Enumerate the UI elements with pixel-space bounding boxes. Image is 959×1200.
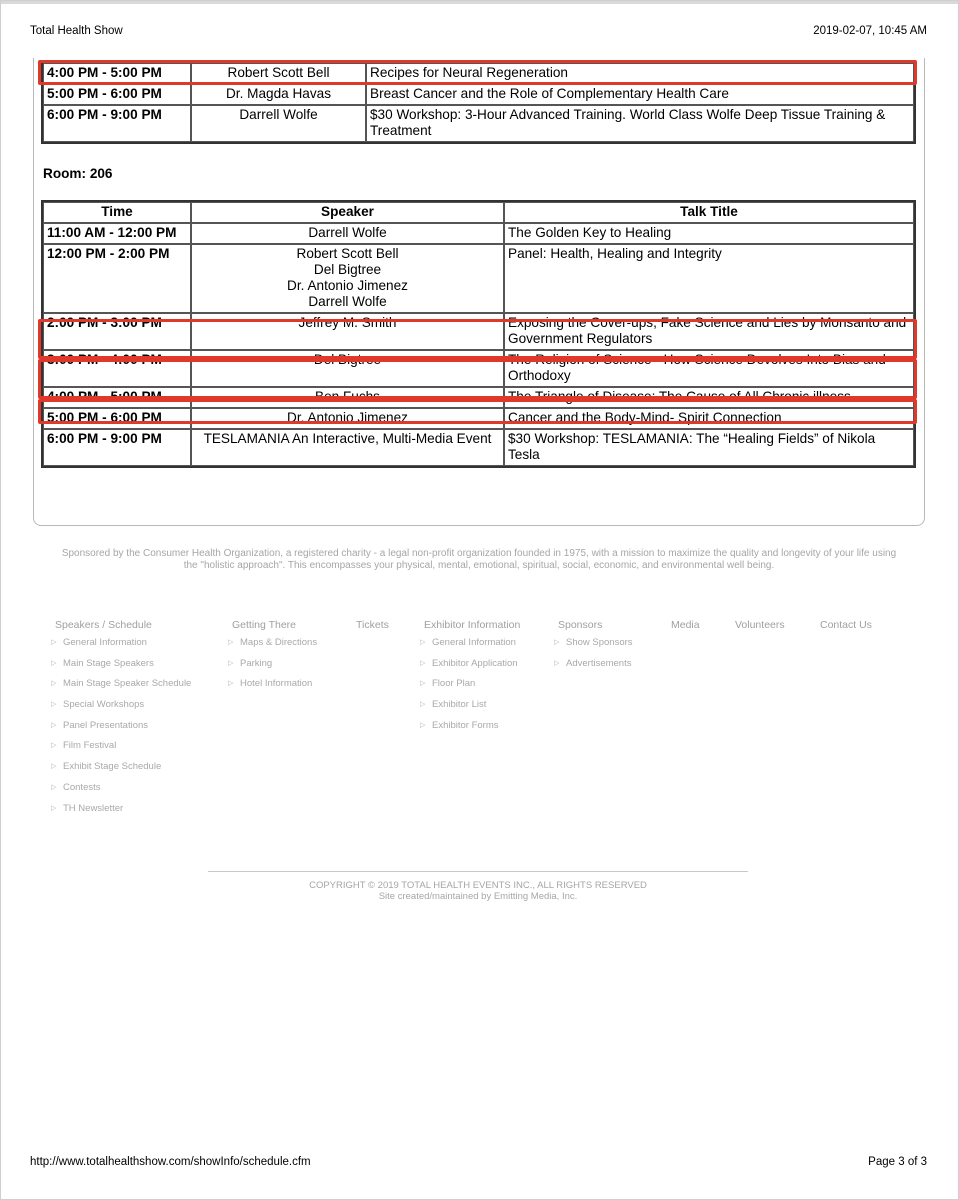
talk-title-cell: Exposing the Cover-ups, Fake Science and Lies by Monsanto and Government Regulators bbox=[504, 313, 914, 350]
footer-nav-link-label: General Information bbox=[63, 637, 147, 648]
footer-nav-heading[interactable]: Getting There bbox=[232, 619, 297, 631]
triangle-bullet-icon: ▷ bbox=[51, 659, 57, 667]
footer-nav-column bbox=[820, 619, 872, 637]
footer-nav-link[interactable] bbox=[228, 637, 317, 658]
triangle-bullet-icon: ▷ bbox=[51, 639, 57, 646]
footer-nav-column bbox=[671, 619, 700, 637]
table-row bbox=[43, 313, 914, 350]
speaker-name: TESLAMANIA An Interactive, Multi-Media Event bbox=[203, 431, 492, 446]
print-footer-page-number: Page 3 of 3 bbox=[868, 1156, 927, 1168]
time-cell: 2:00 PM - 3:00 PM bbox=[43, 313, 191, 350]
time-cell: 11:00 AM - 12:00 PM bbox=[43, 223, 191, 244]
footer-nav-link[interactable] bbox=[554, 658, 633, 679]
footer-nav-link-label: Exhibitor Forms bbox=[432, 719, 499, 731]
copyright-text: COPYRIGHT © 2019 TOTAL HEALTH EVENTS INC., ALL RIGHTS RESERVED bbox=[309, 880, 647, 891]
column-header-talk-title: Talk Title bbox=[504, 202, 914, 223]
footer-nav-link[interactable] bbox=[420, 658, 520, 679]
footer-nav-link[interactable] bbox=[51, 803, 191, 824]
footer-nav-link[interactable] bbox=[554, 637, 633, 658]
speaker-cell bbox=[191, 84, 366, 105]
footer-nav-link-label: Exhibit Stage Schedule bbox=[63, 761, 162, 773]
footer-nav-link-label: Advertisements bbox=[566, 657, 632, 669]
column-header-time: Time bbox=[43, 202, 191, 223]
speaker-name: Dr. Antonio Jimenez bbox=[287, 278, 408, 293]
table-header-row bbox=[43, 202, 914, 223]
footer-nav-column bbox=[228, 619, 318, 699]
footer-nav-heading[interactable]: Sponsors bbox=[558, 619, 603, 631]
footer-nav-link-label: Main Stage Speaker Schedule bbox=[63, 678, 192, 690]
footer-nav-link-label: General Information bbox=[432, 637, 516, 648]
footer-nav-link[interactable] bbox=[51, 678, 191, 699]
table-row bbox=[43, 429, 914, 466]
triangle-bullet-icon: ▷ bbox=[554, 659, 560, 667]
triangle-bullet-icon: ▷ bbox=[51, 701, 57, 709]
table-row bbox=[43, 84, 914, 105]
footer-nav-link-label: TH Newsletter bbox=[63, 802, 124, 814]
talk-title-cell: The Golden Key to Healing bbox=[504, 223, 914, 244]
speaker-cell bbox=[191, 429, 504, 466]
schedule-table-room-206 bbox=[41, 200, 916, 468]
footer-nav-heading[interactable]: Media bbox=[671, 619, 700, 631]
speaker-cell bbox=[191, 408, 504, 429]
table-row bbox=[43, 387, 914, 408]
speaker-name: Darrell Wolfe bbox=[239, 107, 318, 122]
talk-title-cell: $30 Workshop: 3-Hour Advanced Training. World Class Wolfe Deep Tissue Training & Treatment bbox=[366, 105, 914, 142]
speaker-name: Darrell Wolfe bbox=[308, 294, 387, 309]
speaker-cell bbox=[191, 350, 504, 387]
triangle-bullet-icon: ▷ bbox=[51, 680, 57, 688]
footer-nav-link-label: Maps & Directions bbox=[240, 637, 318, 648]
talk-title-cell: The Religion of Science - How Science Devolves Into Bias and Orthodoxy bbox=[504, 350, 914, 387]
talk-title-cell: Cancer and the Body-Mind- Spirit Connection bbox=[504, 408, 914, 429]
footer-nav-link-label: Floor Plan bbox=[432, 678, 476, 690]
triangle-bullet-icon: ▷ bbox=[228, 680, 234, 688]
triangle-bullet-icon: ▷ bbox=[51, 742, 57, 750]
time-cell: 3:00 PM - 4:00 PM bbox=[43, 350, 191, 387]
footer-nav-column bbox=[554, 619, 633, 678]
time-cell: 5:00 PM - 6:00 PM bbox=[43, 84, 191, 105]
print-footer-url[interactable]: http://www.totalhealthshow.com/showInfo/schedule.cfm bbox=[30, 1156, 311, 1168]
footer-divider bbox=[208, 871, 748, 872]
footer-nav-link[interactable] bbox=[51, 658, 191, 679]
time-cell: 4:00 PM - 5:00 PM bbox=[43, 63, 191, 84]
footer-nav-heading[interactable]: Tickets bbox=[356, 619, 389, 631]
time-cell: 6:00 PM - 9:00 PM bbox=[43, 105, 191, 142]
footer-nav-link-label: Special Workshops bbox=[63, 699, 145, 711]
footer-nav-link[interactable] bbox=[420, 699, 520, 720]
footer-nav-link-label: Panel Presentations bbox=[63, 719, 149, 731]
room-heading: Room: 206 bbox=[43, 166, 113, 181]
talk-title-cell: Recipes for Neural Regeneration bbox=[366, 63, 914, 84]
talk-title-cell: $30 Workshop: TESLAMANIA: The “Healing Fields” of Nikola Tesla bbox=[504, 429, 914, 466]
footer-nav-column bbox=[356, 619, 389, 637]
schedule-table-continued bbox=[41, 61, 916, 144]
table-row bbox=[43, 223, 914, 244]
triangle-bullet-icon: ▷ bbox=[51, 763, 57, 771]
triangle-bullet-icon: ▷ bbox=[420, 701, 426, 709]
triangle-bullet-icon: ▷ bbox=[51, 783, 57, 791]
footer-nav-link-label: Hotel Information bbox=[240, 678, 313, 690]
table-row bbox=[43, 63, 914, 84]
footer-nav-heading[interactable]: Exhibitor Information bbox=[424, 619, 521, 631]
table-row bbox=[43, 244, 914, 313]
speaker-name: Robert Scott Bell bbox=[296, 246, 399, 261]
speaker-name: Del Bigtree bbox=[313, 262, 382, 277]
footer-nav-link[interactable] bbox=[51, 740, 191, 761]
footer-nav-link-label: Exhibitor Application bbox=[432, 657, 518, 669]
triangle-bullet-icon: ▷ bbox=[51, 721, 57, 729]
footer-nav-heading[interactable]: Volunteers bbox=[735, 619, 785, 631]
copyright-block bbox=[208, 880, 748, 902]
speaker-name: Dr. Antonio Jimenez bbox=[287, 410, 408, 425]
footer-nav-link-label: Exhibitor List bbox=[432, 699, 487, 711]
speaker-name: Jeffrey M. Smith bbox=[298, 315, 397, 330]
footer-nav-link[interactable] bbox=[420, 720, 520, 741]
time-cell: 4:00 PM - 5:00 PM bbox=[43, 387, 191, 408]
footer-nav-column bbox=[420, 619, 521, 740]
column-header-speaker: Speaker bbox=[191, 202, 504, 223]
sponsor-statement: Sponsored by the Consumer Health Organization, a registered charity - a legal non-profit organization founded in 1975, with a mission to maximize the quality and longevity of your life using the "holistic approach". This encompasses your physical, mental, emotional, spiritual, social, economic, and environmental well being. bbox=[61, 548, 897, 571]
footer-nav-link[interactable] bbox=[51, 720, 191, 741]
speaker-cell bbox=[191, 244, 504, 313]
print-header-datetime: 2019-02-07, 10:45 AM bbox=[813, 25, 927, 37]
triangle-bullet-icon: ▷ bbox=[420, 680, 426, 688]
triangle-bullet-icon: ▷ bbox=[420, 721, 426, 729]
talk-title-cell: Breast Cancer and the Role of Complementary Health Care bbox=[366, 84, 914, 105]
triangle-bullet-icon: ▷ bbox=[554, 639, 560, 646]
table-row bbox=[43, 105, 914, 142]
speaker-name: Dr. Magda Havas bbox=[225, 86, 332, 101]
footer-nav-link-label: Main Stage Speakers bbox=[63, 657, 154, 669]
triangle-bullet-icon: ▷ bbox=[228, 659, 234, 667]
footer-nav-link[interactable] bbox=[228, 658, 317, 679]
footer-nav-link[interactable] bbox=[51, 699, 191, 720]
speaker-name: Robert Scott Bell bbox=[227, 65, 330, 80]
footer-nav-link[interactable] bbox=[51, 637, 191, 658]
talk-title-cell: Panel: Health, Healing and Integrity bbox=[504, 244, 914, 313]
speaker-cell bbox=[191, 387, 504, 408]
time-cell: 5:00 PM - 6:00 PM bbox=[43, 408, 191, 429]
speaker-cell bbox=[191, 313, 504, 350]
footer-nav-link-label: Parking bbox=[240, 657, 273, 669]
footer-nav-link[interactable] bbox=[420, 637, 520, 658]
triangle-bullet-icon: ▷ bbox=[420, 639, 426, 646]
table-row bbox=[43, 408, 914, 429]
footer-nav-heading[interactable]: Speakers / Schedule bbox=[55, 619, 152, 631]
print-header-site-title: Total Health Show bbox=[30, 25, 123, 37]
footer-nav-link-label: Film Festival bbox=[63, 740, 117, 752]
footer-nav-link[interactable] bbox=[420, 678, 520, 699]
time-cell: 12:00 PM - 2:00 PM bbox=[43, 244, 191, 313]
site-credit-text: Site created/maintained by Emitting Media, Inc. bbox=[378, 891, 578, 902]
speaker-cell bbox=[191, 63, 366, 84]
footer-nav-link-label: Show Sponsors bbox=[566, 637, 633, 648]
footer-nav-link[interactable] bbox=[51, 761, 191, 782]
footer-nav-column bbox=[735, 619, 785, 637]
speaker-name: Ben Fuchs bbox=[315, 389, 380, 404]
speaker-name: Darrell Wolfe bbox=[308, 225, 387, 240]
footer-nav-heading[interactable]: Contact Us bbox=[820, 619, 872, 631]
speaker-name: Del Bigtree bbox=[313, 352, 382, 367]
footer-nav-link[interactable] bbox=[228, 678, 317, 699]
footer-nav-link-label: Contests bbox=[63, 781, 101, 793]
triangle-bullet-icon: ▷ bbox=[51, 804, 57, 812]
triangle-bullet-icon: ▷ bbox=[420, 659, 426, 667]
table-row bbox=[43, 350, 914, 387]
time-cell: 6:00 PM - 9:00 PM bbox=[43, 429, 191, 466]
speaker-cell bbox=[191, 105, 366, 142]
talk-title-cell: The Triangle of Disease: The Cause of All Chronic illness. bbox=[504, 387, 914, 408]
footer-nav-link[interactable] bbox=[51, 782, 191, 803]
triangle-bullet-icon: ▷ bbox=[228, 639, 234, 646]
footer-nav-column bbox=[51, 619, 192, 823]
speaker-cell bbox=[191, 223, 504, 244]
